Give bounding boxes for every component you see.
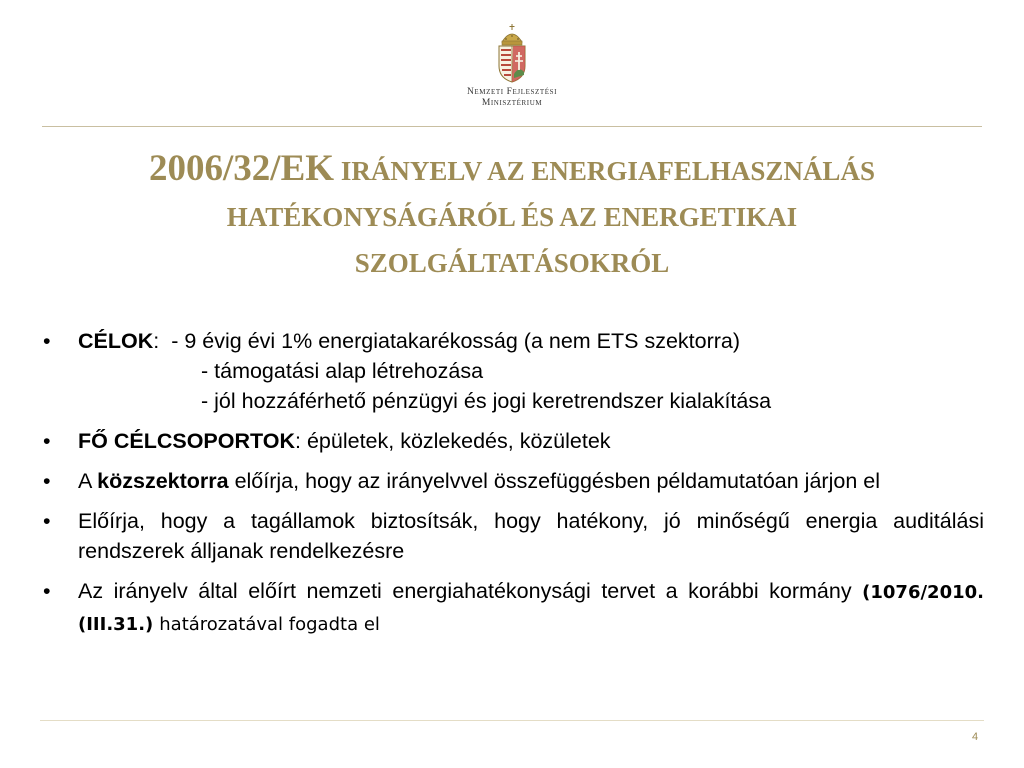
- national-plan-text: Az irányelv által előírt nemzeti energiahatékonysági tervet a korábbi kormány: [78, 579, 852, 603]
- bullet-marker: •: [43, 429, 51, 453]
- title-line-1: [40, 146, 984, 194]
- ministry-name-line1: Nemzeti Fejlesztési: [466, 87, 558, 97]
- title-line1-rest: IRÁNYELV AZ ENERGIAFELHASZNÁLÁS: [340, 156, 875, 186]
- title-line-2: HATÉKONYSÁGÁRÓL ÉS AZ ENERGETIKAI: [226, 202, 798, 232]
- bullet-public-sector: [40, 466, 984, 496]
- target-groups-text: : épületek, közlekedés, közületek: [295, 429, 611, 453]
- target-groups-text-wrap: [78, 429, 611, 453]
- bullet-target-groups: [40, 426, 984, 456]
- goals-first-line: [78, 326, 984, 356]
- header-divider: [42, 126, 982, 127]
- ministry-name-line2: Minisztérium: [481, 98, 543, 108]
- member-states-text: Előírja, hogy a tagállamok biztosítsák, hogy hatékony, jó minőségű energia auditálási rendszerek álljanak rendelkezésre: [78, 509, 984, 563]
- goals-label: CÉLOK: [78, 329, 154, 353]
- title-line-3: SZOLGÁLTATÁSOKRÓL: [354, 248, 670, 278]
- footer-divider: [40, 720, 984, 721]
- national-plan-resolution: (1076/2010.(III.31.): [78, 582, 984, 635]
- title-code: 2006/32/EK: [149, 148, 335, 189]
- page-number: 4: [972, 731, 979, 743]
- national-plan-suffix: határozatával fogadta el: [159, 614, 380, 635]
- goals-item-1: - 9 évig évi 1% energiatakarékosság (a nem ETS szektorra): [171, 329, 741, 353]
- bullet-list: [40, 326, 984, 650]
- slide-title: [40, 146, 984, 286]
- bullet-marker: •: [43, 469, 51, 493]
- goals-item-3: - jól hozzáférhető pénzügyi és jogi keretrendszer kialakítása: [201, 389, 772, 413]
- ministry-logo: [0, 22, 1024, 109]
- public-sector-prefix: A: [78, 469, 92, 493]
- bullet-national-plan: [40, 576, 984, 640]
- public-sector-bold: közszektorra: [97, 469, 229, 493]
- goals-item-2: - támogatási alap létrehozása: [201, 359, 484, 383]
- bullet-member-states: [40, 506, 984, 566]
- bullet-marker: •: [43, 579, 51, 603]
- bullet-marker: •: [43, 329, 51, 353]
- public-sector-text: előírja, hogy az irányelvvel összefüggésben példamutatóan járjon el: [234, 469, 880, 493]
- goals-separator: :: [153, 329, 160, 353]
- bullet-marker: •: [43, 509, 51, 533]
- target-groups-label: FŐ CÉLCSOPORTOK: [78, 429, 296, 453]
- bullet-goals: [40, 326, 984, 416]
- coat-of-arms-icon: [495, 22, 529, 84]
